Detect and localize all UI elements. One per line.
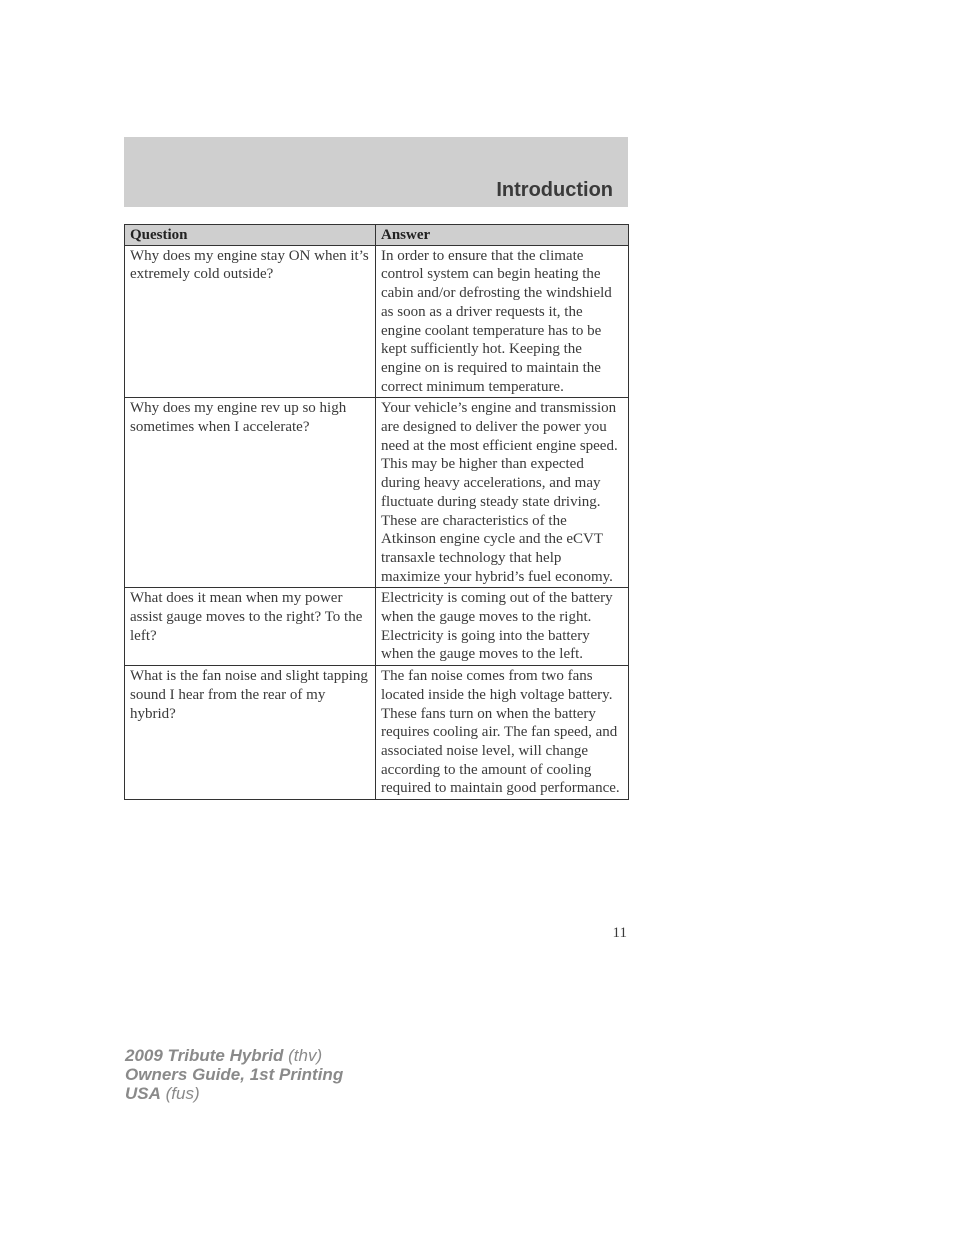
- footer-line-1: [125, 1046, 343, 1065]
- document-footer: [125, 1046, 343, 1103]
- footer-line-3: [125, 1084, 343, 1103]
- footer-edition: Owners Guide, 1st Printing: [125, 1065, 344, 1084]
- page-number: 11: [612, 925, 627, 941]
- answer-cell: The fan noise comes from two fans located inside the high voltage battery. These fans turn on when the battery requires cooling air. The fan speed, and associated noise level, will change according to the amount of cooling required to maintain good performance.: [376, 666, 629, 800]
- question-cell: What does it mean when my power assist gauge moves to the right? To the left?: [125, 588, 376, 666]
- table-row: [125, 588, 629, 666]
- table-row: [125, 245, 629, 398]
- answer-cell: Electricity is coming out of the battery when the gauge moves to the right. Electricity is going into the battery when the gauge moves to the left.: [376, 588, 629, 666]
- answer-cell: In order to ensure that the climate control system can begin heating the cabin and/or defrosting the windshield as soon as a driver requests it, the engine coolant temperature has to be kept sufficiently hot. Keeping the engine on is required to maintain the correct minimum temperature.: [376, 245, 629, 398]
- table-header-row: [125, 225, 629, 246]
- footer-model: 2009 Tribute Hybrid: [125, 1046, 284, 1065]
- column-header-answer: Answer: [376, 225, 629, 246]
- table-row: [125, 398, 629, 588]
- qa-table: [124, 224, 629, 800]
- footer-market-code: (fus): [165, 1084, 200, 1103]
- section-header-band: [124, 137, 628, 207]
- footer-market: USA: [125, 1084, 161, 1103]
- table-row: [125, 666, 629, 800]
- footer-line-2: [125, 1065, 343, 1084]
- section-title: Introduction: [496, 179, 613, 201]
- question-cell: What is the fan noise and slight tapping sound I hear from the rear of my hybrid?: [125, 666, 376, 800]
- column-header-question: Question: [125, 225, 376, 246]
- question-cell: Why does my engine rev up so high sometimes when I accelerate?: [125, 398, 376, 588]
- footer-model-code: (thv): [288, 1046, 323, 1065]
- question-cell: Why does my engine stay ON when it’s extremely cold outside?: [125, 245, 376, 398]
- answer-cell: Your vehicle’s engine and transmission are designed to deliver the power you need at the most efficient engine speed. This may be higher than expected during heavy accelerations, and may fluctuate during steady state driving. These are characteristics of the Atkinson engine cycle and the eCVT transaxle technology that help maximize your hybrid’s fuel economy.: [376, 398, 629, 588]
